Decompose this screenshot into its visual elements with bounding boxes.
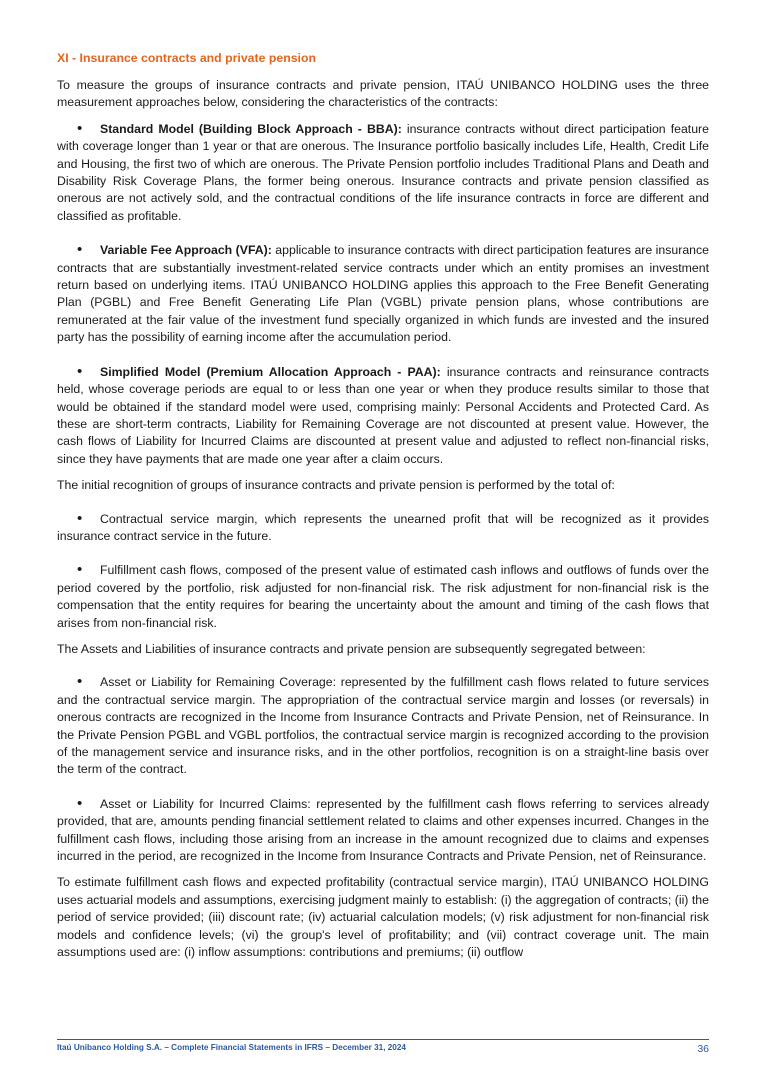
bullet-icon: •	[77, 561, 83, 579]
initial-item-fcf	[57, 562, 709, 632]
bullet-icon: •	[77, 362, 83, 380]
approach-bba-text: insurance contracts without direct participation feature with coverage longer than 1 year or that are onerous. The Insurance portfolio basically includes Life, Health, Credit Life and Housing, the first two of which are onerous. The Private Pension portfolio includes Traditional Plans and Death and Disability Risk Coverage Plans, the former being onerous. Insurance contracts and private pension classified as onerous are not actively sold, and the contractual conditions of the life insurance contracts in force are different and classified as profitable.	[57, 121, 709, 223]
section-title: XI - Insurance contracts and private pension	[57, 51, 316, 65]
segregation-paragraph: The Assets and Liabilities of insurance contracts and private pension are subsequently segregated between:	[57, 641, 646, 656]
approach-vfa-text: applicable to insurance contracts with direct participation features are insurance contracts that are substantially investment-related service contracts under which an entity promises an investment return based on underlying items. ITAÚ UNIBANCO HOLDING applies this approach to the Free Benefit Generating Plan (PGBL) and Free Benefit Generating Life Plan (VGBL) private pension plans, whose contributions are remunerated at the fair value of the investment fund specially organized in which funds are invested and the insured party has the possibility of earning income after the accumulation period.	[57, 243, 709, 345]
segregation-item-lrc-text: Asset or Liability for Remaining Coverage: represented by the fulfillment cash flows related to future services and the contractual service margin. The appropriation of the contractual service margin and losses (or reversals) in onerous contracts are recognized in the Income from Insurance Contracts and Private Pension, net of Reinsurance. In the Private Pension PGBL and VGBL portfolios, the contractual service margin is recognized according to the provision of the management service and insurance risks, and in the other portfolios, recognition is on a straight-line basis over the term of the contract.	[57, 675, 709, 777]
bullet-icon: •	[77, 794, 83, 812]
initial-recognition-paragraph: The initial recognition of groups of insurance contracts and private pension is performed by the total of:	[57, 478, 615, 493]
intro-paragraph: To measure the groups of insurance contracts and private pension, ITAÚ UNIBANCO HOLDING uses the three measurement approaches below, considering the characteristics of the contracts:	[57, 78, 709, 110]
approach-bba-title: Standard Model (Building Block Approach - BBA):	[100, 121, 402, 136]
segregation-item-lic	[57, 796, 709, 866]
approach-paa	[57, 364, 709, 468]
page-number: 36	[697, 1043, 709, 1055]
page-footer	[57, 1039, 709, 1055]
segregation-item-lrc	[57, 674, 709, 778]
bullet-icon: •	[77, 119, 83, 137]
approach-vfa	[57, 242, 709, 346]
footer-text: Itaú Unibanco Holding S.A. – Complete Financial Statements in IFRS – December 31, 2024	[57, 1043, 406, 1052]
initial-item-csm	[57, 511, 709, 546]
document-body	[57, 50, 709, 970]
initial-item-fcf-text: Fulfillment cash flows, composed of the present value of estimated cash inflows and outflows of funds over the period covered by the portfolio, risk adjusted for non-financial risk. The risk adjustment for non-financial risk is the compensation that the entity requires for bearing the uncertainty about the amount and timing of the cash flows that arises from non-financial risk.	[57, 563, 709, 630]
approach-vfa-title: Variable Fee Approach (VFA):	[100, 243, 272, 258]
estimate-paragraph: To estimate fulfillment cash flows and expected profitability (contractual service margin), ITAÚ UNIBANCO HOLDING uses actuarial models and assumptions, exercising judgment mainly to establish: (i) the aggregation of contracts; (ii) the period of service provided; (iii) discount rate; (iv) actuarial calculation models; (v) risk adjustment for non-financial risk models and confidence levels; (vi) the group's level of profitability; and (vii) contract coverage unit. The main assumptions used are: (i) inflow assumptions: contributions and premiums; (ii) outflow	[57, 875, 709, 960]
approach-paa-title: Simplified Model (Premium Allocation Approach - PAA):	[100, 364, 441, 379]
approach-paa-text: insurance contracts and reinsurance contracts held, whose coverage periods are equal to or less than one year or when they produce results similar to those that would be obtained if the standard model were used, comprising mainly: Personal Accidents and Protected Card. As these are short-term contracts, Liability for Remaining Coverage are not discounted at present value. However, the cash flows of Liability for Incurred Claims are discounted at present value and adjusted to reflect non-financial risks, since they have payments that are made one year after a claim occurs.	[57, 364, 710, 466]
bullet-icon: •	[77, 509, 83, 527]
initial-item-csm-text: Contractual service margin, which represents the unearned profit that will be recognized as it provides insurance contract service in the future.	[57, 511, 709, 543]
bullet-icon: •	[77, 241, 83, 259]
segregation-item-lic-text: Asset or Liability for Incurred Claims: represented by the fulfillment cash flows referring to services already provided, that are, amounts pending financial settlement related to claims and other expenses incurred. Changes in the fulfillment cash flows, including those arising from an increase in the amount recognized due to claims and expenses incurred in the period, are recognized in the Income from Insurance Contracts and Private Pension, net of Reinsurance.	[57, 796, 709, 864]
bullet-icon: •	[77, 673, 83, 691]
approach-bba	[57, 121, 709, 225]
